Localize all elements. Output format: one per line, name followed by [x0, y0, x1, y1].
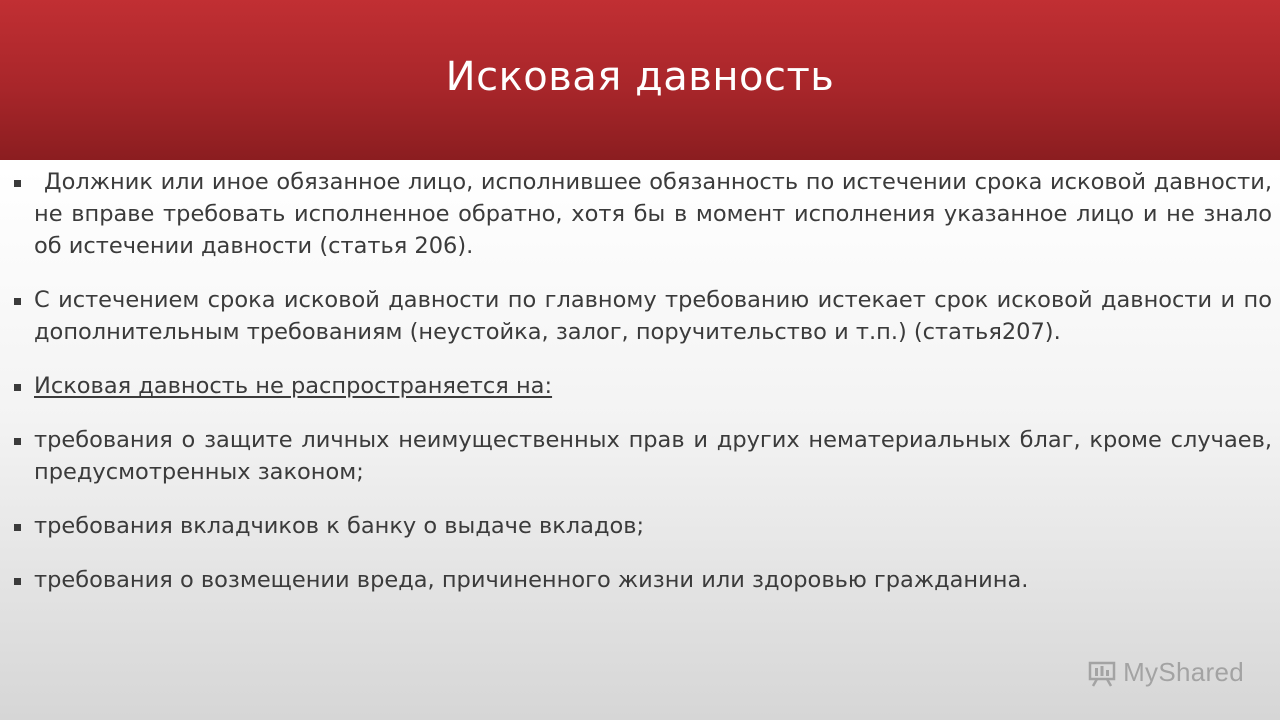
bullet-icon [14, 180, 21, 187]
list-item [14, 424, 1272, 488]
list-item [14, 564, 1272, 596]
bullet-icon [14, 438, 21, 445]
list-item [14, 284, 1272, 348]
presentation-board-icon [1087, 658, 1117, 688]
bullet-icon [14, 524, 21, 531]
list-item-text: требования о защите личных неимущественных прав и других нематериальных благ, кроме случаев, предусмотренных законом; [34, 427, 1272, 485]
list-item [14, 370, 1272, 402]
slide-title: Исковая давность [445, 54, 835, 100]
list-item-text: требования вкладчиков к банку о выдаче вкладов; [34, 513, 645, 539]
list-item-text: требования о возмещении вреда, причиненного жизни или здоровью гражданина. [34, 567, 1029, 593]
bullet-icon [14, 298, 21, 305]
list-item-text: Должник или иное обязанное лицо, исполнившее обязанность по истечении срока исковой давности, не вправе требовать исполненное обратно, хотя бы в момент исполнения указанное лицо и не знало об истечении давности (статья 206). [34, 169, 1272, 259]
watermark-text: MyShared [1123, 657, 1244, 687]
bullet-icon [14, 578, 21, 585]
bullet-icon [14, 384, 21, 391]
list-item-text: С истечением срока исковой давности по главному требованию истекает срок исковой давности и по дополнительным требованиям (неустойка, залог, поручительство и т.п.) (статья207). [34, 287, 1272, 345]
bullet-list [14, 166, 1272, 618]
title-bar [0, 0, 1280, 160]
list-item [14, 166, 1272, 262]
list-item [14, 510, 1272, 542]
watermark [1087, 657, 1244, 688]
list-item-text: Исковая давность не распространяется на: [34, 373, 553, 399]
